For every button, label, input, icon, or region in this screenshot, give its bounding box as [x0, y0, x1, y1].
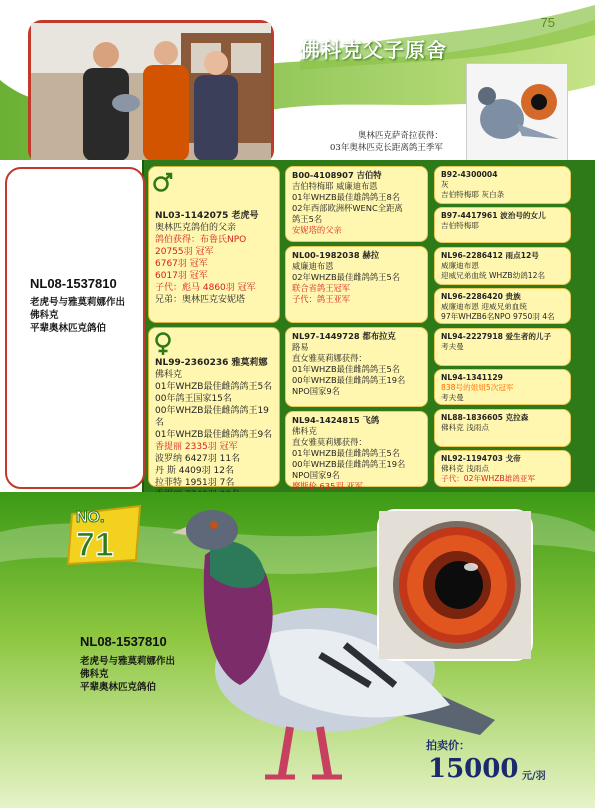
price-label: 拍卖价： — [426, 739, 470, 752]
grandparent-line: 摩斯伦 635羽 亚军 — [292, 481, 363, 491]
great-grandparent-line: 佛科克 浅雨点 — [441, 464, 489, 473]
grandparent-ring: NL94-1424815 飞鸽 — [292, 415, 380, 425]
great-grandparent-ring: NL88-1836605 克拉森 — [441, 413, 529, 422]
great-grandparent-ring: NL96-2286420 贵族 — [441, 292, 521, 301]
great-grandparent-line: 考夫曼 — [441, 342, 464, 351]
grandparent-line: NPO国家9名 — [292, 470, 340, 480]
grandparent-line: 安妮塔的父亲 — [292, 225, 342, 235]
dam-line: 00年WHZB最佳雌鸽鸽王19名 — [155, 406, 269, 428]
sire-line: 鸽伯获得：布鲁氏NPO — [155, 235, 247, 245]
sire-line: 6767羽 冠军 — [155, 259, 208, 269]
sire-ring: NL03-1142075 老虎号 — [155, 211, 259, 221]
grandparent-line: NPO国家9名 — [292, 386, 340, 396]
grandparent-card — [285, 411, 428, 491]
svg-text:NO.: NO. — [76, 509, 105, 526]
grandparent-line: 直女雅莫莉娜获得： — [292, 437, 367, 447]
great-grandparent-line: 威廉迪布恩 迎威兄弟血统 — [441, 302, 527, 311]
great-grandparent-line: 威廉迪布恩 — [441, 261, 479, 270]
great-grandparent-ring: NL94-2227918 爱生者的儿子 — [441, 332, 552, 341]
great-grandparent-card — [434, 450, 571, 487]
grandparent-ring: B00-4108907 吉伯特 — [292, 170, 382, 180]
grandparent-line: 01年WHZB最佳雄鸽鸽王8名 — [292, 192, 401, 202]
great-grandparent-card — [434, 247, 571, 285]
grandparent-card — [285, 166, 428, 242]
loft-title: 佛科克父子原舍 — [300, 38, 447, 62]
great-grandparent-card — [434, 369, 571, 405]
grandparent-card — [285, 246, 428, 323]
bottom-ring-number: NL08-1537810 — [80, 634, 167, 649]
dam-line: 波罗纳 6427羽 11名 — [155, 454, 241, 464]
grandparent-line: 直女雅莫莉娜获得： — [292, 353, 367, 363]
eye-photo — [377, 509, 533, 661]
great-grandparent-line: 灰 — [441, 180, 449, 189]
svg-text:71: 71 — [76, 526, 114, 564]
grandparent-line: 02年WHZB最佳雌鸽鸽王5名 — [292, 272, 401, 282]
great-grandparent-card — [434, 207, 571, 243]
grandparent-line: 威廉迪布恩 — [292, 261, 334, 271]
great-grandparent-ring: NL96-2286412 雨点12号 — [441, 251, 539, 260]
bottom-line: 平辈奥林匹克鸽伯 — [80, 682, 157, 693]
great-grandparent-line: 佛科克 浅雨点 — [441, 423, 489, 432]
sire-line: 20755羽 冠军 — [155, 247, 214, 257]
great-grandparent-ring: NL94-1341129 — [441, 373, 503, 382]
grandparent-line: 01年WHZB最佳雌鸽鸽王5名 — [292, 364, 401, 374]
female-icon — [152, 331, 174, 357]
dam-line: 佛科克 — [155, 370, 183, 380]
award-note-line: 奥林匹克萨奇拉获得： — [357, 131, 443, 141]
great-grandparent-line: 838号的姐姐5次冠军 — [441, 383, 514, 392]
sire-line: 兄弟：奥林匹克安妮塔 — [155, 295, 246, 305]
great-grandparent-line: 97年WHZB6名NPO 9750羽 4名 — [441, 312, 555, 321]
grandparent-line: 02年西部欧洲杯WENC全距离 — [292, 203, 403, 213]
dam-ring: NL99-2360236 雅莫莉娜 — [155, 358, 268, 368]
subject-line: 老虎号与雅莫莉娜作出 — [30, 297, 126, 308]
great-grandparent-line: 考夫曼 — [441, 393, 464, 402]
grandparent-line: 00年WHZB最佳雌鸽鸽王19名 — [292, 459, 406, 469]
grandparent-line: 00年WHZB最佳雌鸽鸽王19名 — [292, 375, 406, 385]
subject-ring-number: NL08-1537810 — [30, 276, 117, 291]
great-grandparent-card — [434, 166, 571, 204]
grandparent-card — [285, 327, 428, 407]
dam-line: 00年鸽王国家15名 — [155, 394, 232, 404]
great-grandparent-line: 迎威兄弟血统 WHZB幼鸽12名 — [441, 271, 546, 280]
dam-line: 01年WHZB最佳雌鸽鸽王5名 — [155, 382, 273, 392]
grandparent-ring: NL00-1982038 赫拉 — [292, 250, 380, 260]
grandparent-line: 鸽王5名 — [292, 214, 323, 224]
sire-details — [155, 222, 273, 306]
grandparent-line: 路易 — [292, 342, 309, 352]
lot-number-badge — [62, 500, 146, 566]
great-grandparent-card — [434, 328, 571, 366]
bottom-line: 老虎号与雅莫莉娜作出 — [80, 656, 176, 667]
owners-photo — [28, 20, 274, 164]
price-value: 15000 — [428, 754, 519, 784]
dam-line: 丹 斯 4409羽 12名 — [155, 466, 234, 476]
pigeon-thumbnail — [466, 63, 568, 161]
great-grandparent-card — [434, 409, 571, 447]
subject-line: 佛科克 — [30, 310, 59, 321]
great-grandparent-line: 子代：02年WHZB雄鸽亚军 — [441, 474, 536, 483]
grandparent-line: 子代：鸽王亚军 — [292, 294, 351, 304]
sire-line: 子代：彪马 4860羽 冠军 — [155, 283, 256, 293]
great-grandparent-ring: NL92-1194703 戈帝 — [441, 454, 521, 463]
award-note — [330, 130, 443, 154]
great-grandparent-ring: B97-4417961 波治号的女儿 — [441, 211, 546, 220]
great-grandparent-line: 吉伯特梅耶 — [441, 221, 479, 230]
dam-line: 01年WHZB最佳雌鸽鸽王9名 — [155, 430, 273, 440]
grandparent-line: 佛科克 — [292, 426, 317, 436]
great-grandparent-ring: B92-4300004 — [441, 170, 498, 179]
page-number: 75 — [540, 15, 555, 30]
great-grandparent-card — [434, 288, 571, 324]
sire-line: 奥林匹克鸽伯的父亲 — [155, 223, 237, 233]
price-unit: 元/羽 — [522, 771, 546, 782]
grandparent-line: 吉伯特梅耶 威廉迪布恩 — [292, 181, 378, 191]
dam-details — [155, 369, 273, 501]
subject-line: 平辈奥林匹克鸽伯 — [30, 323, 107, 334]
great-grandparent-line: 吉伯特梅耶 灰白条 — [441, 190, 505, 199]
male-icon — [152, 170, 174, 194]
sire-line: 6017羽 冠军 — [155, 271, 208, 281]
bottom-line: 佛科克 — [80, 669, 109, 680]
grandparent-line: 01年WHZB最佳雌鸽鸽王5名 — [292, 448, 401, 458]
award-note-line: 03年奥林匹克长距离鸽王季军 — [330, 143, 443, 153]
dam-line: 香提丽 2335羽 冠军 — [155, 442, 238, 452]
grandparent-ring: NL97-1449728 都布拉克 — [292, 331, 396, 341]
grandparent-line: 联合省鸽王冠军 — [292, 283, 351, 293]
dam-line: 拉菲特 1951羽 7名 — [155, 478, 235, 488]
